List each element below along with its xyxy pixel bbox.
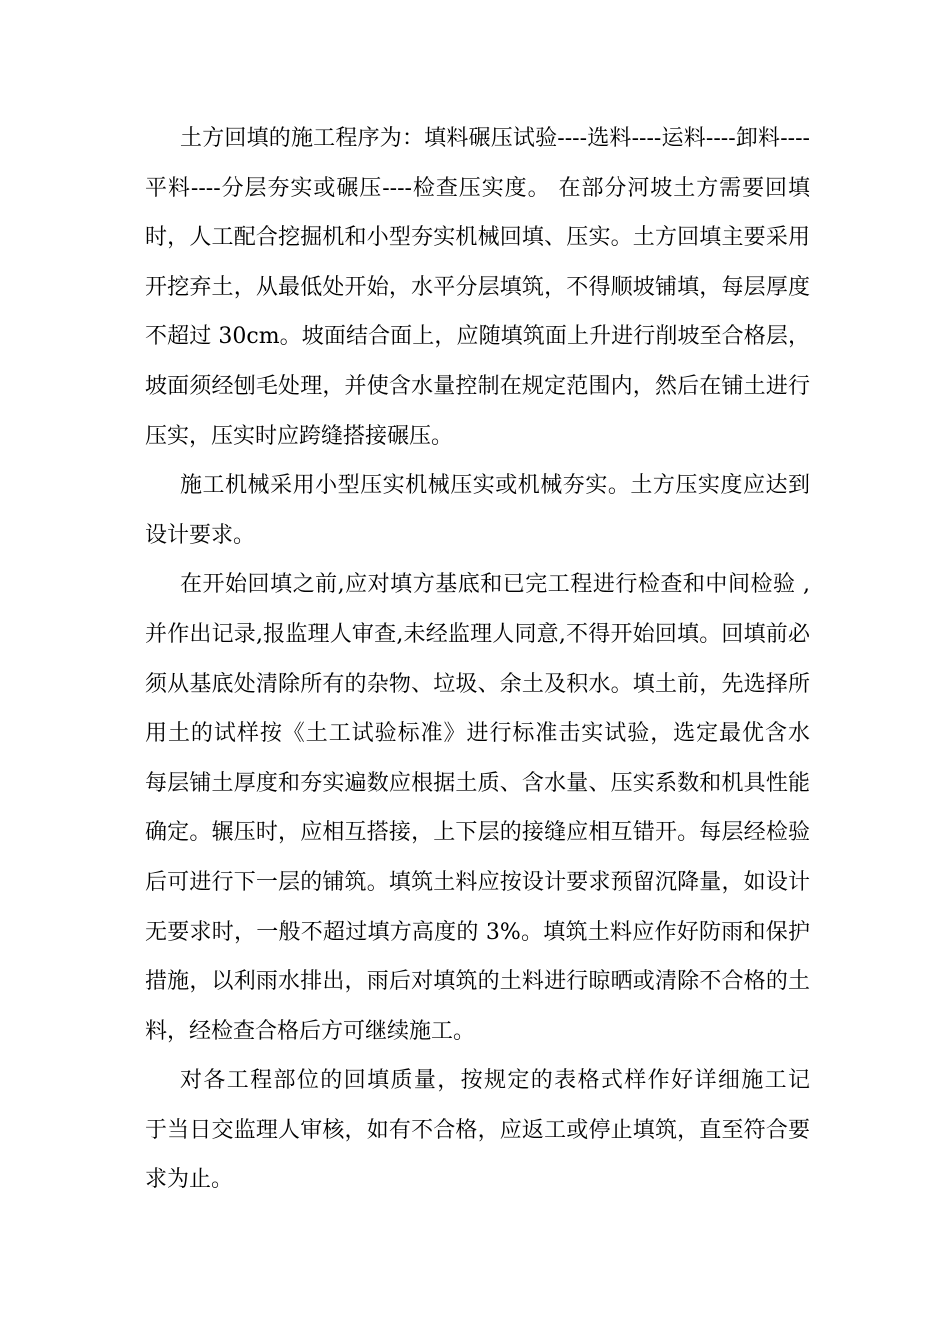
paragraph-line: 料，经检查合格后方可继续施工。 (145, 1018, 476, 1044)
paragraph-line: 在开始回填之前,应对填方基底和已完工程进行检查和中间检验 , (180, 572, 810, 598)
paragraph-line: 后可进行下一层的铺筑。填筑土料应按设计要求预留沉降量，如设计 (145, 869, 810, 895)
paragraph-line: 并作出记录,报监理人审查,未经监理人同意,不得开始回填。回填前必 (145, 621, 810, 647)
paragraph-3 (145, 560, 810, 1056)
paragraph-line: 开挖弃土，从最低处开始，水平分层填筑，不得顺坡铺填，每层厚度 (145, 274, 810, 300)
paragraph-line: 设计要求。 (145, 522, 256, 548)
paragraph-line: 须从基底处清除所有的杂物、垃圾、余土及积水。填土前，先选择所 (145, 671, 810, 697)
paragraph-line: 措施，以利雨水排出，雨后对填筑的土料进行晾晒或清除不合格的土 (145, 969, 810, 995)
paragraph-1 (145, 114, 810, 461)
paragraph-line: 确定。辗压时，应相互搭接，上下层的接缝应相互错开。每层经检验 (145, 820, 810, 846)
paragraph-line: 压实，压实时应跨缝搭接碾压。 (145, 423, 454, 449)
paragraph-line: 无要求时，一般不超过填方高度的 3%。填筑土料应作好防雨和保护 (145, 919, 810, 945)
paragraph-2 (145, 461, 810, 560)
paragraph-line: 平料----分层夯实或碾压----检查压实度。 在部分河坡土方需要回填 (145, 175, 810, 201)
paragraph-line: 用土的试样按《土工试验标准》进行标准击实试验，选定最优含水 (145, 721, 810, 747)
paragraph-line: 时，人工配合挖掘机和小型夯实机械回填、压实。土方回填主要采用 (145, 225, 810, 251)
paragraph-line: 施工机械采用小型压实机械压实或机械夯实。土方压实度应达到 (180, 473, 810, 499)
paragraph-line: 对各工程部位的回填质量，按规定的表格式样作好详细施工记 (180, 1068, 810, 1094)
paragraph-line: 每层铺土厚度和夯实遍数应根据土质、含水量、压实系数和机具性能 (145, 770, 810, 796)
paragraph-line: 于当日交监理人审核，如有不合格，应返工或停止填筑，直至符合要 (145, 1117, 810, 1143)
paragraph-4 (145, 1056, 810, 1205)
paragraph-line: 坡面须经刨毛处理，并使含水量控制在规定范围内，然后在铺土进行 (145, 373, 810, 399)
paragraph-line: 土方回填的施工程序为：填料碾压试验----选料----运料----卸料---- (180, 126, 810, 151)
paragraph-line: 不超过 30cm。坡面结合面上，应随填筑面上升进行削坡至合格层， (145, 324, 810, 350)
document-body (145, 114, 810, 1205)
paragraph-line: 求为止。 (145, 1167, 234, 1193)
